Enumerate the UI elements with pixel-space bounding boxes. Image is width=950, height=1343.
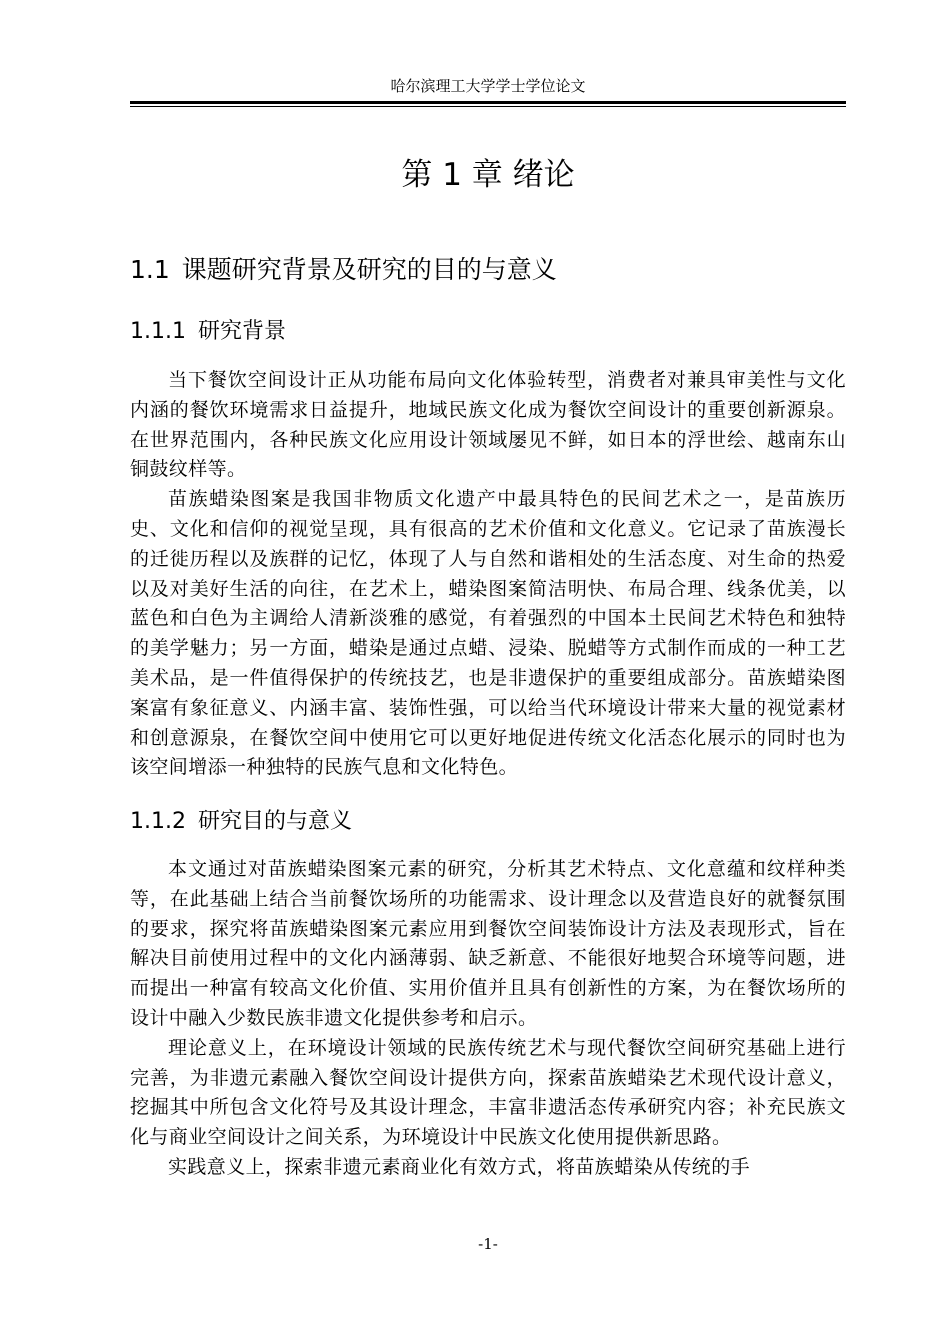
chapter-title: 第 1 章 绪论 [401,157,575,193]
section-number: 1.1.1 [130,319,186,344]
paragraph: 苗族蜡染图案是我国非物质文化遗产中最具特色的民间艺术之一，是苗族历史、文化和信仰的视觉呈现，具有很高的艺术价值和文化意义。它记录了苗族漫长的迁徙历程以及族群的记忆，体现了人与自然和谐相处的生活态度、对生命的热爱以及对美好生活的向往，在艺术上，蜡染图案简洁明快、布局合理、线条优美，以蓝色和白色为主调给人清新淡雅的感觉，有着强烈的中国本土民间艺术特色和独特的美学魅力；另一方面，蜡染是通过点蜡、浸染、脱蜡等方式制作而成的一种工艺美术品，是一件值得保护的传统技艺，也是非遗保护的重要组成部分。苗族蜡染图案富有象征意义、内涵丰富、装饰性强，可以给当代环境设计带来大量的视觉素材和创意源泉，在餐饮空间中使用它可以更好地促进传统文化活态化展示的同时也为该空间增添一种独特的民族气息和文化特色。 [130,488,846,779]
paragraph: 实践意义上，探索非遗元素商业化有效方式，将苗族蜡染从传统的手 [168,1155,751,1178]
running-header: 哈尔滨理工大学学士学位论文 [390,77,586,95]
paragraph: 当下餐饮空间设计正从功能布局向文化体验转型，消费者对兼具审美性与文化内涵的餐饮环境需求日益提升，地域民族文化成为餐饮空间设计的重要创新源泉。在世界范围内，各种民族文化应用设计领域屡见不鲜，如日本的浮世绘、越南东山铜鼓纹样等。 [130,369,846,481]
paragraph: 理论意义上，在环境设计领域的民族传统艺术与现代餐饮空间研究基础上进行完善，为非遗元素融入餐饮空间设计提供方向，探索苗族蜡染艺术现代设计意义，挖掘其中所包含文化符号及其设计理念，丰富非遗活态传承研究内容；补充民族文化与商业空间设计之间关系，为环境设计中民族文化使用提供新思路。 [130,1036,846,1149]
section-heading-1-1-2 [130,804,846,840]
paragraph: 本文通过对苗族蜡染图案元素的研究，分析其艺术特点、文化意蕴和纹样种类等，在此基础上结合当前餐饮场所的功能需求、设计理念以及营造良好的就餐氛围的要求，探究将苗族蜡染图案元素应用到餐饮空间装饰设计方法及表现形式，旨在解决目前使用过程中的文化内涵薄弱、缺乏新意、不能很好地契合环境等问题，进而提出一种富有较高文化价值、实用价值并且具有创新性的方案，为在餐饮场所的设计中融入少数民族非遗文化提供参考和启示。 [130,858,846,1029]
body-text-1-1-1 [130,366,846,783]
header-rule-thin [130,106,846,107]
header-rule-thick [130,101,846,104]
section-title: 研究背景 [197,319,286,344]
page-number: -1- [478,1235,498,1253]
body-text-1-1-2 [130,855,846,1183]
section-number: 1.1 [130,255,170,284]
section-title: 研究目的与意义 [197,809,352,834]
section-heading-1-1 [130,250,846,290]
section-title: 课题研究背景及研究的目的与意义 [181,255,557,284]
section-number: 1.1.2 [130,809,186,834]
section-heading-1-1-1 [130,314,846,350]
